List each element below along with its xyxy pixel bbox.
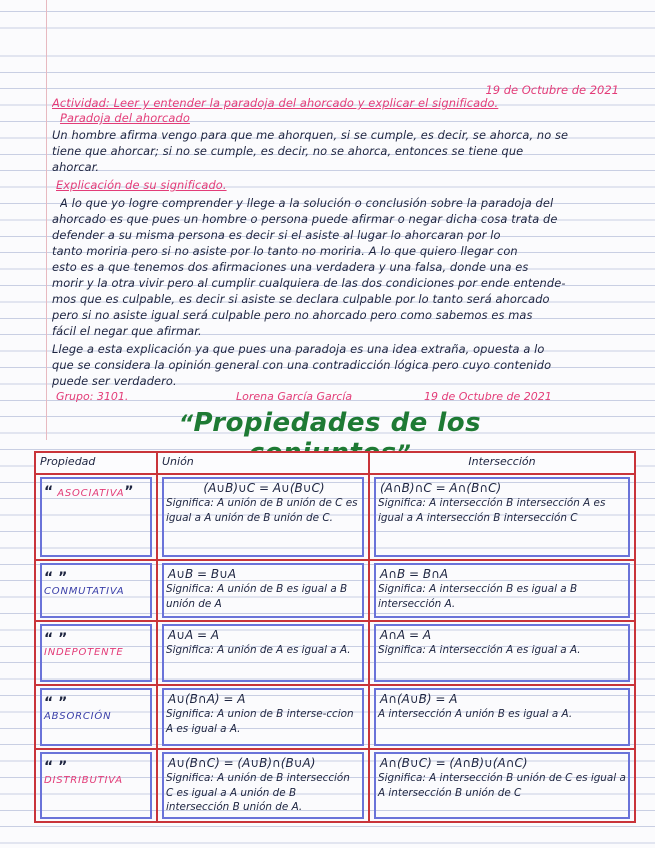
intersection-formula: A∩(A∪B) = A <box>380 692 458 706</box>
intersection-formula: A∩(B∪C) = (A∩B)∪(A∩C) <box>380 756 528 770</box>
intersection-description: Significa: A intersección B intersección A es igual a A intersección B intersección C <box>378 497 606 524</box>
explanation-line: A lo que yo logre comprender y llege a la solución o conclusión sobre la paradoja del <box>60 196 554 210</box>
paradox-line: Un hombre afirma vengo para que me ahorquen, si se cumple, es decir, se ahorca, no se <box>52 128 569 142</box>
intersection-description: Significa: A intersección B es igual a B intersección A. <box>378 583 578 610</box>
union-formula: A∪(B∩A) = A <box>168 692 246 706</box>
explanation-line: pero si no asiste igual será culpable pero no ahorcado pero como sabemos es mas <box>52 308 533 322</box>
signature-date: 19 de Octubre de 2021 <box>424 390 552 403</box>
property-name: ABSORCIÓN <box>44 711 112 722</box>
explanation-line: puede ser verdadero. <box>52 374 177 388</box>
intersection-description: Significa: A intersección A es igual a A. <box>378 644 581 656</box>
union-description: Significa: A unión de A es igual a A. <box>166 644 351 656</box>
explanation-line: mos que es culpable, es decir si asiste se declara culpable por lo tanto será ahorcado <box>52 292 550 306</box>
explanation-line: que se considera la opinión general con una contradicción lógica pero cuyo contenido <box>52 358 552 372</box>
paradox-subtitle: Paradoja del ahorcado <box>60 111 190 125</box>
union-description: Significa: A unión de B es igual a B unión de A <box>166 583 348 610</box>
property-name: CONMUTATIVA <box>44 586 125 597</box>
property-name: INDEPOTENTE <box>44 647 124 658</box>
explanation-line: defender a su misma persona es decir si el asiste al lugar lo ahorcaran por lo <box>52 228 501 242</box>
union-formula: (A∪B)∪C = A∪(B∪C) <box>203 481 325 495</box>
table-header-row <box>35 452 635 474</box>
header-union: Unión <box>157 452 369 474</box>
union-description: Significa: A unión de B unión de C es igual a A unión de B unión de C. <box>166 497 358 524</box>
explanation-line: tanto moriria pero si no asiste por lo tanto no moriria. A lo que quiero llegar con <box>52 244 518 258</box>
header-property: Propiedad <box>35 452 157 474</box>
explanation-line: fácil el negar que afirmar. <box>52 324 202 338</box>
table-row: “ ” CONMUTATIVA A∪B = B∪A Significa: A unión de B es igual a B unión de A A∩B = B∩A Significa: A intersección B es igual a B intersección A. <box>35 560 635 621</box>
section-title: “Propiedades de los <box>100 408 560 468</box>
section-title-text: Propiedades de los <box>193 408 482 438</box>
table-row: “ ASOCIATIVA” (A∪B)∪C = A∪(B∪C) Significa: A unión de B unión de C es igual a A unión de B unión de C. (A∩B)∩C = A∩(B∩C) Significa: A intersección B intersección A es igual a A intersección B intersección C <box>35 474 635 560</box>
table-row: “ ” DISTRIBUTIVA A∪(B∩C) = (A∪B)∩(B∪A) Significa: A unión de B intersección C es igual a A unión de B intersección B unión de A. A∩(B∪C) = (A∩B)∪(A∩C) Significa: A intersección B unión de C es igual a A intersección B unión de C <box>35 749 635 822</box>
union-description: Significa: A unión de B intersección C es igual a A unión de B intersección B unión de A. <box>166 772 350 813</box>
paradox-line: tiene que ahorcar; si no se cumple, es decir, no se ahorca, entonces se tiene que <box>52 144 524 158</box>
explanation-line: esto es a que tenemos dos afirmaciones una verdadera y una falsa, donde una es <box>52 260 529 274</box>
table-row: “ ” ABSORCIÓN A∪(B∩A) = A Significa: A union de B interse-ccion A es igual a A. A∩(A∪B) = A A intersección A unión B es igual a A. <box>35 685 635 749</box>
union-formula: A∪(B∩C) = (A∪B)∩(B∪A) <box>168 756 316 770</box>
properties-table <box>34 451 636 823</box>
signature-name: Lorena García García <box>236 390 353 403</box>
table-row: “ ” INDEPOTENTE A∪A = A Significa: A unión de A es igual a A. A∩A = A Significa: A intersección A es igual a A. <box>35 621 635 685</box>
union-description: Significa: A union de B interse-ccion A es igual a A. <box>166 708 354 735</box>
header-date: 19 de Octubre de 2021 <box>485 83 619 97</box>
explanation-line: ahorcado es que pues un hombre o persona puede afirmar o negar dicha cosa trata de <box>52 212 558 226</box>
property-name: ASOCIATIVA <box>57 488 125 499</box>
union-formula: A∪A = A <box>168 628 220 642</box>
intersection-description: A intersección A unión B es igual a A. <box>378 708 573 720</box>
margin-line <box>46 0 47 440</box>
explanation-line: Llege a esta explicación ya que pues una paradoja es una idea extraña, opuesta a lo <box>52 342 545 356</box>
header-intersection: Intersección <box>369 452 635 474</box>
union-formula: A∪B = B∪A <box>168 567 237 581</box>
intersection-formula: A∩A = A <box>380 628 432 642</box>
activity-line: Actividad: Leer y entender la paradoja del ahorcado y explicar el significado. <box>52 96 499 110</box>
paradox-line: ahorcar. <box>52 160 100 174</box>
explanation-line: morir y la otra vivir pero al cumplir cualquiera de las dos condiciones por ende entende- <box>52 276 566 290</box>
property-name: DISTRIBUTIVA <box>44 775 123 786</box>
explanation-heading: Explicación de su significado. <box>56 178 227 192</box>
intersection-formula: (A∩B)∩C = A∩(B∩C) <box>380 481 502 495</box>
signature-group: Grupo: 3101. <box>56 390 129 403</box>
intersection-formula: A∩B = B∩A <box>380 567 449 581</box>
intersection-description: Significa: A intersección B unión de C es igual a A intersección B unión de C <box>378 772 626 799</box>
